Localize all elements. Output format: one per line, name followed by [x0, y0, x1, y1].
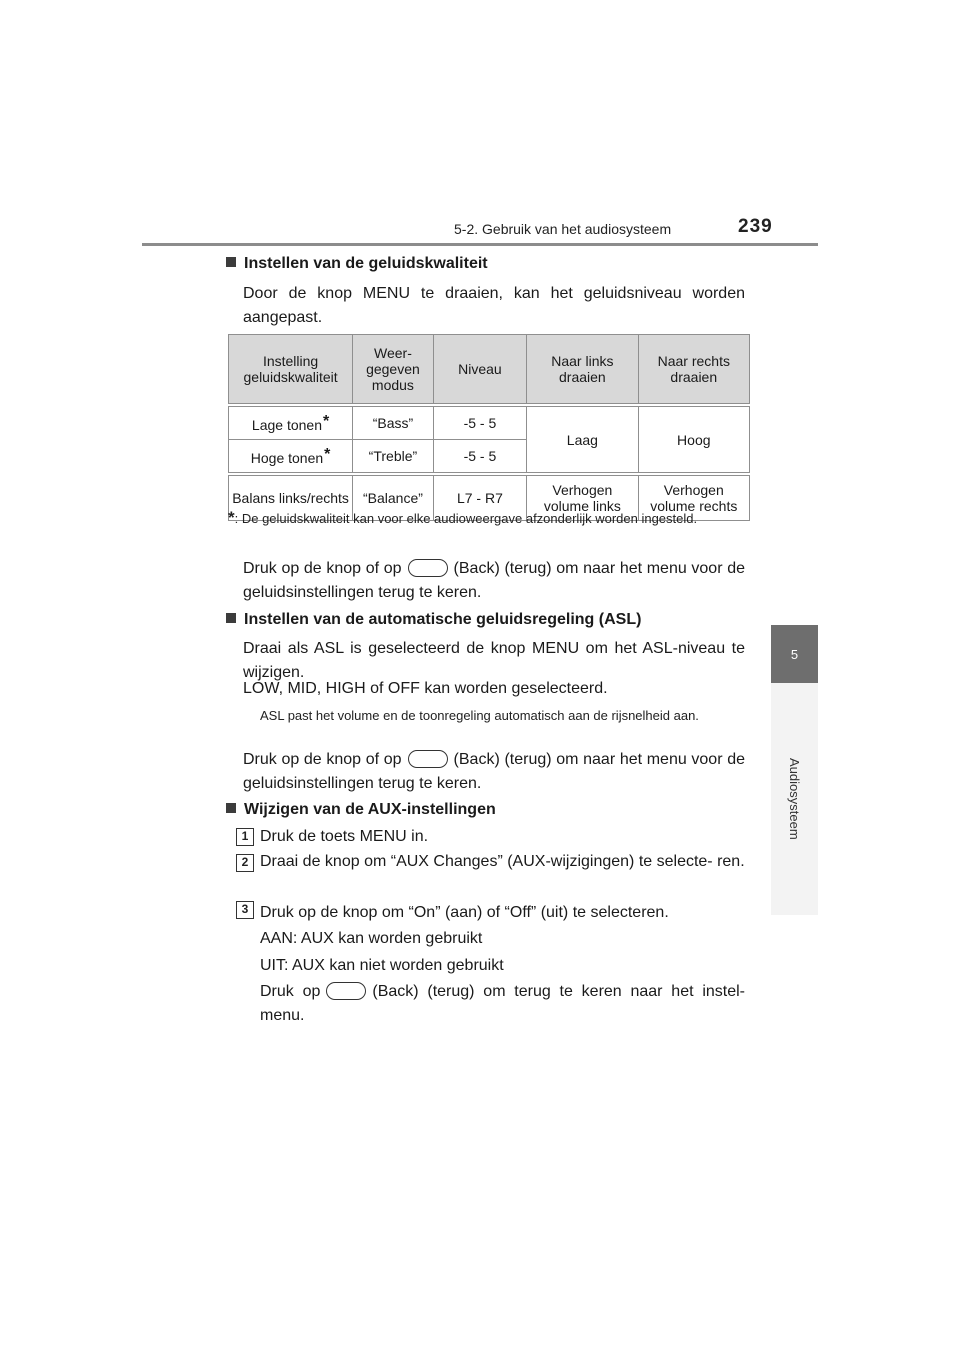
back-button-icon [408, 750, 448, 768]
square-bullet-icon [226, 257, 236, 267]
cell-setting: Balans links/rechts [229, 476, 353, 521]
heading-text: Wijzigen van de AUX-instellingen [244, 801, 496, 818]
asl-para-1: Draai als ASL is geselecteerd de knop MENU om het ASL-niveau te wijzigen. [243, 640, 745, 681]
back-button-icon [408, 559, 448, 577]
step-badge-3: 3 [236, 900, 254, 919]
back-button-icon [326, 982, 366, 1000]
section-heading-asl [226, 611, 641, 629]
section-heading-sound-quality [226, 255, 488, 273]
footnote-text: : De geluidskwaliteit kan voor elke audioweergave afzonderlijk worden ingesteld. [234, 511, 698, 526]
cell-mode: “Balance” [353, 476, 434, 521]
square-bullet-icon [226, 803, 236, 813]
sound-quality-back-instruction: Druk op de knop of op (Back) (terug) om naar het menu voor de geluidsinstellingen terug te keren. [243, 560, 746, 601]
footnote-star: * [228, 508, 235, 527]
col-header-right: Naar rechts draaien [638, 335, 749, 404]
cell-right-merged: Hoog [638, 407, 749, 473]
aux-back-instruction: Druk op (Back) (terug) om terug te keren naar het instel- menu. [260, 983, 746, 1024]
col-header-level: Niveau [433, 335, 526, 404]
cell-left-merged: Laag [527, 407, 638, 473]
asl-back-instruction: Druk op de knop of op (Back) (terug) om naar het menu voor de geluidsinstellingen terug te keren. [243, 751, 746, 792]
aux-step-1: Druk de toets MENU in. [260, 828, 429, 845]
cell-setting: Lage tonen* [229, 407, 353, 440]
chapter-number: 5 [790, 646, 799, 662]
asl-para-2: LOW, MID, HIGH of OFF kan worden geselecteerd. [243, 680, 608, 697]
footnote-marker: * [324, 446, 331, 463]
col-header-mode: Weer- gegeven modus [353, 335, 434, 404]
cell-right: Verhogen volume rechts [638, 476, 749, 521]
cell-mode: “Bass” [353, 407, 434, 440]
heading-text: Instellen van de automatische geluidsregeling (ASL) [244, 611, 642, 628]
sound-quality-table [228, 334, 750, 521]
col-header-setting: Instelling geluidskwaliteit [229, 335, 353, 404]
cell-level: L7 - R7 [433, 476, 526, 521]
cell-left: Verhogen volume links [527, 476, 638, 521]
page-number: 239 [738, 216, 773, 237]
cell-setting: Hoge tonen* [229, 440, 353, 473]
section-heading-aux [226, 801, 496, 819]
table-row [229, 407, 750, 440]
cell-level: -5 - 5 [433, 440, 526, 473]
header-divider [142, 243, 818, 246]
cell-level: -5 - 5 [433, 407, 526, 440]
chapter-label: Audiosysteem [787, 758, 802, 840]
aux-step-3: Druk op de knop om “On” (aan) of “Off” (uit) te selecteren. [260, 904, 669, 921]
header-section-title: 5-2. Gebruik van het audiosysteem [454, 221, 672, 237]
square-bullet-icon [226, 613, 236, 623]
chapter-tab-label [771, 683, 818, 915]
heading-text: Instellen van de geluidskwaliteit [244, 255, 488, 272]
asl-note: ASL past het volume en de toonregeling automatisch aan de rijsnelheid aan. [260, 708, 699, 723]
table-footnote [228, 508, 746, 528]
cell-mode: “Treble” [353, 440, 434, 473]
step-badge-1: 1 [236, 827, 254, 846]
step-badge-2: 2 [236, 853, 254, 872]
chapter-tab-number [771, 625, 818, 683]
col-header-left: Naar links draaien [527, 335, 638, 404]
aux-off-description: UIT: AUX kan niet worden gebruikt [260, 957, 504, 974]
sound-quality-intro: Door de knop MENU te draaien, kan het geluidsniveau worden aangepast. [243, 285, 745, 326]
aux-on-description: AAN: AUX kan worden gebruikt [260, 930, 483, 947]
aux-step-2: Draai de knop om “AUX Changes” (AUX-wijzigingen) te selecte- ren. [260, 853, 745, 870]
footnote-marker: * [323, 413, 330, 430]
table-header-row [229, 335, 750, 404]
